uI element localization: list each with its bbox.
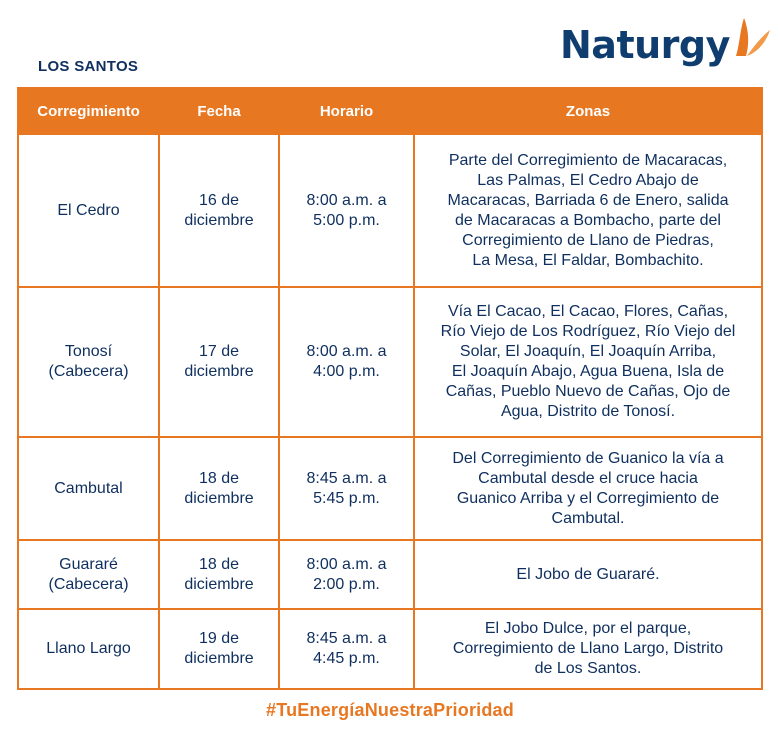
cell-fecha: 18 de diciembre [159, 540, 279, 609]
cell-horario: 8:00 a.m. a 4:00 p.m. [279, 287, 414, 437]
column-header-horario: Horario [279, 88, 414, 134]
table-row [18, 134, 762, 287]
footer-hashtag: #TuEnergíaNuestraPrioridad [266, 700, 514, 720]
naturgy-logo [560, 16, 772, 74]
cell-corregimiento: Guararé (Cabecera) [18, 540, 159, 609]
table-row [18, 540, 762, 609]
cell-horario: 8:00 a.m. a 2:00 p.m. [279, 540, 414, 609]
brand-name: Naturgy [560, 23, 730, 67]
cell-zonas: Del Corregimiento de Guanico la vía a Cambutal desde el cruce hacia Guanico Arriba y el Corregimiento de Cambutal. [414, 437, 762, 540]
butterfly-icon [732, 16, 772, 65]
region-title: LOS SANTOS [38, 58, 139, 75]
cell-fecha: 17 de diciembre [159, 287, 279, 437]
cell-corregimiento: El Cedro [18, 134, 159, 287]
cell-zonas: Vía El Cacao, El Cacao, Flores, Cañas, Río Viejo de Los Rodríguez, Río Viejo del Solar, El Joaquín, El Joaquín Arriba, El Joaquín Abajo, Agua Buena, Isla de Cañas, Pueblo Nuevo de Cañas, Ojo de Agua, Distrito de Tonosí. [414, 287, 762, 437]
cell-zonas: Parte del Corregimiento de Macaracas, Las Palmas, El Cedro Abajo de Macaracas, Barriada 6 de Enero, salida de Macaracas a Bombacho, parte del Corregimiento de Llano de Piedras, La Mesa, El Faldar, Bombachito. [414, 134, 762, 287]
cell-horario: 8:45 a.m. a 4:45 p.m. [279, 609, 414, 689]
cell-zonas: El Jobo de Guararé. [414, 540, 762, 609]
cell-zonas: El Jobo Dulce, por el parque, Corregimiento de Llano Largo, Distrito de Los Santos. [414, 609, 762, 689]
cell-corregimiento: Tonosí (Cabecera) [18, 287, 159, 437]
table-row [18, 609, 762, 689]
cell-horario: 8:00 a.m. a 5:00 p.m. [279, 134, 414, 287]
cell-fecha: 19 de diciembre [159, 609, 279, 689]
cell-horario: 8:45 a.m. a 5:45 p.m. [279, 437, 414, 540]
table-row [18, 437, 762, 540]
cell-fecha: 18 de diciembre [159, 437, 279, 540]
column-header-corregimiento: Corregimiento [18, 88, 159, 134]
table-row [18, 287, 762, 437]
cell-corregimiento: Cambutal [18, 437, 159, 540]
table-header-row [18, 88, 762, 134]
cell-fecha: 16 de diciembre [159, 134, 279, 287]
column-header-fecha: Fecha [159, 88, 279, 134]
schedule-table [17, 87, 763, 690]
cell-corregimiento: Llano Largo [18, 609, 159, 689]
column-header-zonas: Zonas [414, 88, 762, 134]
